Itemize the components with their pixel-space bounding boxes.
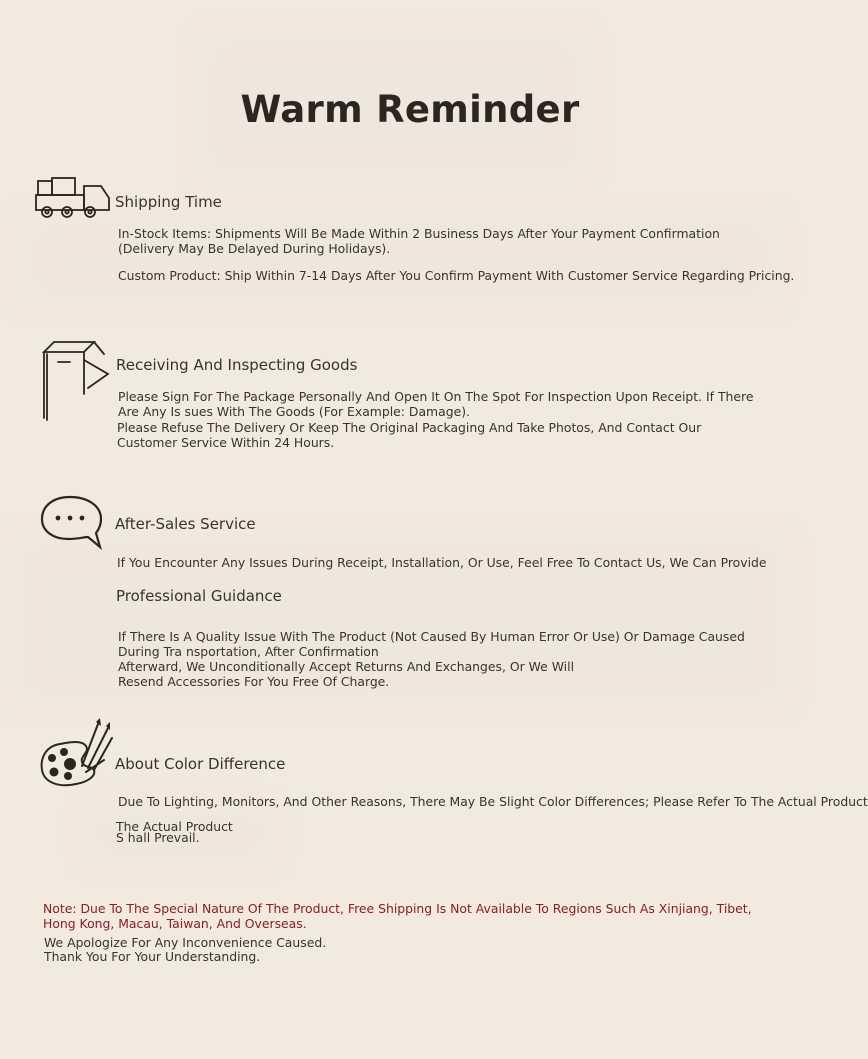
section-heading-after-sales: After-Sales Service xyxy=(115,515,256,533)
page-title: Warm Reminder xyxy=(240,88,580,131)
shipping-custom-text: Custom Product: Ship Within 7-14 Days After You Confirm Payment With Customer Service Regarding Pricing. xyxy=(118,268,795,283)
thanks-text: Thank You For Your Understanding. xyxy=(44,949,261,964)
receiving-refuse-text: Please Refuse The Delivery Or Keep The Original Packaging And Take Photos, And Contact Our Customer Service Within 24 Hours. xyxy=(117,420,702,450)
chat-bubble-icon xyxy=(38,493,106,551)
section-subheading-guidance: Professional Guidance xyxy=(116,587,282,605)
receiving-inspect-text: Please Sign For The Package Personally And Open It On The Spot For Inspection Upon Receipt. If There Are Any Is sues With The Goods (For Example: Damage). xyxy=(118,389,754,419)
after-sales-returns-text: Afterward, We Unconditionally Accept Returns And Exchanges, Or We Will Resend Accessories For You Free Of Charge. xyxy=(118,659,575,689)
shipping-in-stock-text: In-Stock Items: Shipments Will Be Made Within 2 Business Days After Your Payment Confirmation (Delivery May Be Delayed During Holidays). xyxy=(118,226,720,256)
section-heading-receiving: Receiving And Inspecting Goods xyxy=(116,356,358,374)
paint-palette-icon xyxy=(38,716,118,792)
apology-text: We Apologize For Any Inconvenience Caused. xyxy=(44,935,327,950)
shipping-exclusion-note: Note: Due To The Special Nature Of The Product, Free Shipping Is Not Available To Regions Such As Xinjiang, Tibet, Hong Kong, Macau, Taiwan, And Overseas. xyxy=(43,901,752,931)
color-actual-product-text: The Actual Product S hall Prevail. xyxy=(116,819,233,845)
after-sales-quality-text: If There Is A Quality Issue With The Product (Not Caused By Human Error Or Use) Or Damage Caused During Tra nsportation, After Confirmation xyxy=(118,629,745,659)
package-box-icon xyxy=(38,338,110,424)
section-heading-shipping: Shipping Time xyxy=(115,193,222,211)
color-difference-text: Due To Lighting, Monitors, And Other Reasons, There May Be Slight Color Differences; Please Refer To The Actual Product xyxy=(118,794,868,809)
section-heading-color: About Color Difference xyxy=(115,755,286,773)
after-sales-contact-text: If You Encounter Any Issues During Receipt, Installation, Or Use, Feel Free To Contact Us, We Can Provide xyxy=(117,555,767,570)
truck-icon xyxy=(33,176,123,222)
